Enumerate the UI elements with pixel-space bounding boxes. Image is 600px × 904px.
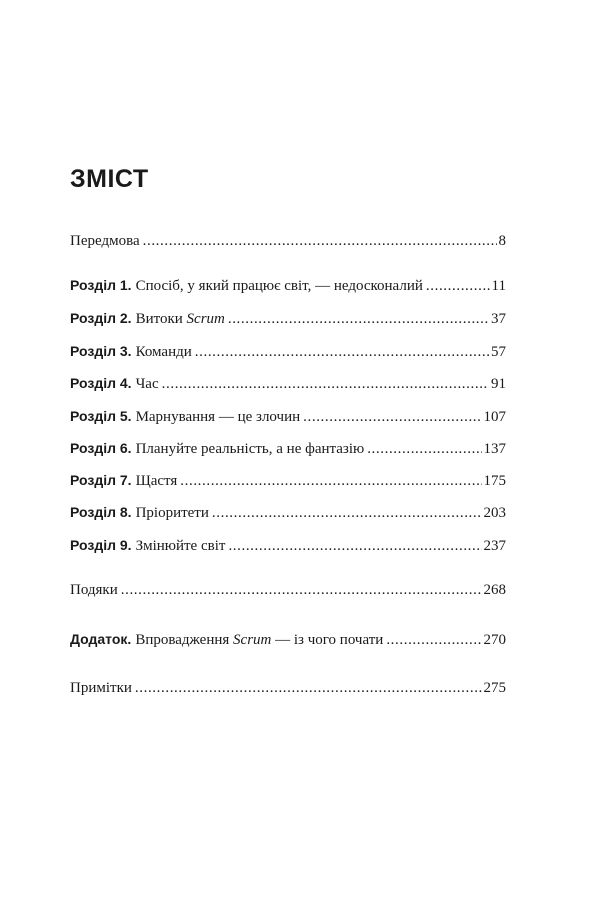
entry-title: Подяки [70,582,118,598]
toc-entry-chapter-8[interactable] [70,501,506,523]
dot-leader [386,629,481,650]
entry-page-number: 91 [491,376,506,392]
dot-leader [162,373,489,394]
entry-title: Примітки [70,680,132,696]
toc-entry-chapter-1[interactable] [70,274,506,296]
toc-entry-chapter-9[interactable] [70,534,506,556]
entry-page-number: 8 [498,233,506,249]
toc-entry-chapter-2[interactable] [70,307,506,329]
entry-page-number: 37 [491,311,506,327]
entry-page-number: 270 [483,632,506,648]
entry-page-number: 11 [491,278,506,294]
entry-prefix: Розділ 3. [70,343,132,359]
dot-leader [212,502,482,523]
dot-leader [228,308,489,329]
entry-prefix: Додаток. [70,631,132,647]
dot-leader [303,406,481,427]
entry-page-number: 137 [483,441,506,457]
entry-page-number: 57 [491,344,506,360]
toc-entry-preface[interactable] [70,230,506,252]
entry-title: Передмова [70,233,140,249]
entry-page-number: 107 [483,409,506,425]
entry-title: Пріоритети [135,505,209,521]
entry-prefix: Розділ 2. [70,310,132,326]
entry-prefix: Розділ 8. [70,504,132,520]
dot-leader [195,341,489,362]
dot-leader [367,438,481,459]
entry-prefix: Розділ 7. [70,472,132,488]
toc-entry-chapter-3[interactable] [70,340,506,362]
dot-leader [135,677,482,699]
entry-title: Впровадження Scrum — із чого почати [135,632,384,648]
entry-title: Витоки Scrum [135,311,225,327]
toc-entry-notes[interactable] [70,677,506,699]
entry-page-number: 175 [483,473,506,489]
dot-leader [426,275,490,296]
toc-entry-chapter-5[interactable] [70,405,506,427]
dot-leader [228,535,481,556]
entry-prefix: Розділ 4. [70,375,132,391]
entry-prefix: Розділ 1. [70,277,132,293]
entry-title: Спосіб, у який працює світ, — недосконалий [135,278,423,294]
entry-title: Час [135,376,159,392]
toc-entry-chapter-4[interactable] [70,372,506,394]
toc-heading: ЗМІСТ [70,165,149,193]
entry-page-number: 268 [483,582,506,598]
entry-title: Щастя [135,473,178,489]
dot-leader [143,230,497,252]
entry-page-number: 237 [483,538,506,554]
entry-page-number: 203 [483,505,506,521]
toc-entry-chapter-7[interactable] [70,469,506,491]
entry-page-number: 275 [483,680,506,696]
entry-title: Марнування — це злочин [135,409,301,425]
entry-title: Плануйте реальність, а не фантазію [135,441,365,457]
entry-title: Команди [135,344,192,360]
dot-leader [121,579,482,601]
entry-prefix: Розділ 9. [70,537,132,553]
entry-prefix: Розділ 5. [70,408,132,424]
entry-title: Змінюйте світ [135,538,226,554]
toc-entry-appendix[interactable] [70,628,506,650]
toc-entry-chapter-6[interactable] [70,437,506,459]
toc-entry-acknowledgements[interactable] [70,579,506,601]
entry-prefix: Розділ 6. [70,440,132,456]
dot-leader [180,470,481,491]
